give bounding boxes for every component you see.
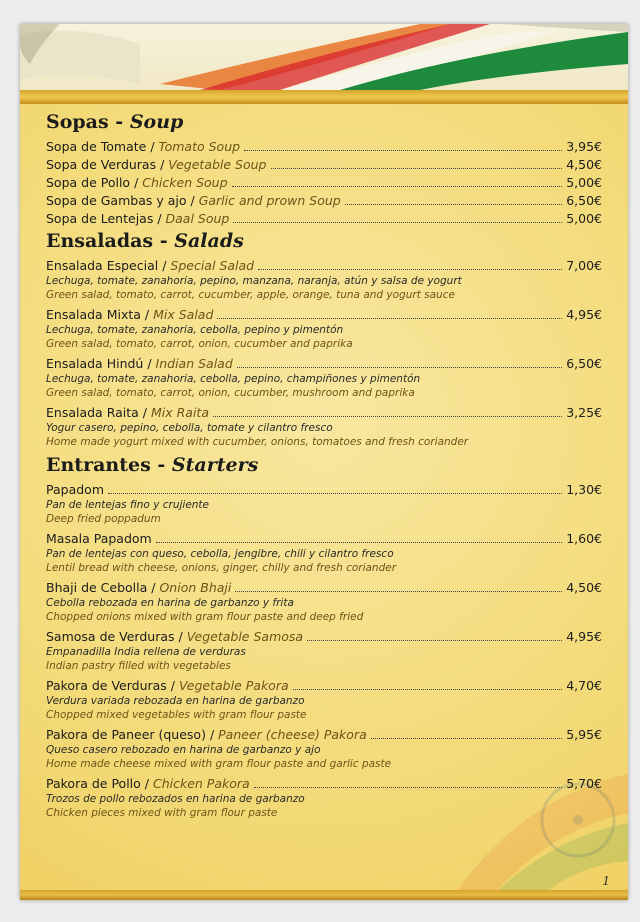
menu-item — [46, 677, 602, 722]
item-name-separator: / — [140, 307, 154, 322]
item-name-separator: / — [205, 727, 219, 742]
dot-leader — [233, 221, 562, 223]
menu-item-row — [46, 192, 602, 209]
menu-item-row — [46, 404, 602, 421]
menu-item-row — [46, 481, 602, 498]
dot-leader — [307, 639, 562, 641]
section-title-dash: - — [150, 454, 172, 476]
item-name-es: Pakora de Pollo — [46, 776, 141, 791]
menu-item-row — [46, 677, 602, 694]
item-name-en: Daal Soup — [165, 211, 230, 226]
item-price: 4,95€ — [566, 307, 602, 322]
item-name-en: Chicken Pakora — [152, 776, 250, 791]
item-name-en: Vegetable Pakora — [178, 678, 289, 693]
item-price: 4,50€ — [566, 580, 602, 595]
item-description-es: Trozos de pollo rebozados en harina de garbanzo — [46, 793, 305, 805]
item-description-en: Lentil bread with cheese, onions, ginger, chilly and fresh coriander — [46, 562, 397, 574]
section-title-en: Soup — [129, 111, 184, 133]
footer-gold-rule — [20, 890, 628, 900]
item-description-en: Indian pastry filled with vegetables — [46, 660, 231, 672]
item-name-separator: / — [156, 157, 169, 172]
menu-item-row — [46, 210, 602, 227]
item-name-en: Indian Salad — [155, 356, 233, 371]
item-name-separator: / — [153, 211, 166, 226]
menu-item — [46, 306, 602, 351]
dot-leader — [345, 203, 562, 205]
section-title-en: Salads — [174, 230, 244, 252]
dot-leader — [254, 786, 563, 788]
menu-item — [46, 404, 602, 449]
item-description-es: Pan de lentejas con queso, cebolla, jengibre, chili y cilantro fresco — [46, 548, 394, 560]
dot-leader — [108, 492, 562, 494]
item-price: 7,00€ — [566, 258, 602, 273]
item-price: 5,70€ — [566, 776, 602, 791]
item-name-es: Sopa de Lentejas — [46, 211, 154, 226]
dot-leader — [371, 737, 562, 739]
menu-item — [46, 726, 602, 771]
item-description-en: Home made yogurt mixed with cucumber, onions, tomatoes and fresh coriander — [46, 436, 469, 448]
menu-item — [46, 174, 602, 191]
header-gold-rule — [20, 90, 628, 104]
item-name-es: Papadom — [46, 482, 104, 497]
menu-item — [46, 775, 602, 820]
item-price: 4,95€ — [566, 629, 602, 644]
page-number: 1 — [602, 874, 610, 888]
menu-item — [46, 192, 602, 209]
item-description-es: Cebolla rebozada en harina de garbanzo y frita — [46, 597, 294, 609]
menu-item-row — [46, 579, 602, 596]
section-title-es: Entrantes — [46, 454, 151, 476]
menu-item-row — [46, 355, 602, 372]
menu-item — [46, 257, 602, 302]
menu-item-row — [46, 257, 602, 274]
menu-item — [46, 530, 602, 575]
item-name-separator: / — [147, 580, 160, 595]
item-description-es: Verdura variada rebozada en harina de garbanzo — [46, 695, 305, 707]
menu-item-row — [46, 306, 602, 323]
item-description-en: Chicken pieces mixed with gram flour paste — [46, 807, 278, 819]
dot-leader — [293, 688, 563, 690]
item-name-separator: / — [143, 356, 156, 371]
section-title-en: Starters — [171, 454, 259, 476]
item-description-en: Chopped onions mixed with gram flour paste and deep fried — [46, 611, 364, 623]
header-banner — [20, 24, 628, 104]
item-name-es: Samosa de Verduras — [46, 629, 175, 644]
item-description-es: Lechuga, tomate, zanahoria, pepino, manzana, naranja, atún y salsa de yogurt — [46, 275, 462, 287]
item-name-es: Ensalada Raita — [46, 405, 139, 420]
item-name-en: Garlic and prown Soup — [198, 193, 341, 208]
item-price: 5,00€ — [566, 175, 602, 190]
item-name-en: Mix Raita — [150, 405, 209, 420]
menu-item-row — [46, 174, 602, 191]
item-name-en: Vegetable Soup — [168, 157, 267, 172]
menu-section — [46, 453, 602, 820]
item-name-es: Sopa de Verduras — [46, 157, 157, 172]
section-title — [46, 453, 602, 477]
item-name-es: Ensalada Especial — [46, 258, 159, 273]
item-price: 3,25€ — [566, 405, 602, 420]
dot-leader — [156, 541, 562, 543]
item-price: 4,70€ — [566, 678, 602, 693]
section-title — [46, 229, 602, 253]
menu-item — [46, 138, 602, 155]
item-name-en: Mix Salad — [153, 307, 214, 322]
menu-item-row — [46, 726, 602, 743]
item-description-en: Green salad, tomato, carrot, onion, cucumber, mushroom and paprika — [46, 387, 415, 399]
item-description-en: Deep fried poppadum — [46, 513, 161, 525]
item-name-es: Bhaji de Cebolla — [46, 580, 148, 595]
dot-leader — [244, 149, 562, 151]
item-name-es: Ensalada Mixta — [46, 307, 141, 322]
item-name-es: Sopa de Gambas y ajo — [46, 193, 187, 208]
item-name-separator: / — [174, 629, 187, 644]
item-name-es: Masala Papadom — [46, 531, 152, 546]
dot-leader — [235, 590, 562, 592]
dot-leader — [217, 317, 562, 319]
item-description-en: Green salad, tomato, carrot, cucumber, apple, orange, tuna and yogurt sauce — [46, 289, 455, 301]
dot-leader — [232, 185, 563, 187]
item-price: 4,50€ — [566, 157, 602, 172]
item-name-en: Paneer (cheese) Pakora — [218, 727, 367, 742]
item-name-separator: / — [166, 678, 179, 693]
item-price: 6,50€ — [566, 193, 602, 208]
menu-item — [46, 579, 602, 624]
menu-page — [20, 24, 628, 900]
item-description-es: Lechuga, tomate, zanahoria, cebolla, pepino y pimentón — [46, 324, 344, 336]
item-name-es: Pakora de Verduras — [46, 678, 167, 693]
item-name-en: Special Salad — [170, 258, 255, 273]
item-name-es: Sopa de Pollo — [46, 175, 131, 190]
item-description-es: Empanadilla India rellena de verduras — [46, 646, 246, 658]
item-name-separator: / — [186, 193, 199, 208]
section-title-es: Ensaladas — [46, 230, 154, 252]
item-price: 1,60€ — [566, 531, 602, 546]
menu-item — [46, 156, 602, 173]
item-description-en: Chopped mixed vegetables with gram flour paste — [46, 709, 307, 721]
item-description-es: Queso casero rebozado en harina de garbanzo y ajo — [46, 744, 321, 756]
dot-leader — [237, 366, 562, 368]
menu-item — [46, 210, 602, 227]
menu-content — [46, 110, 602, 824]
dot-leader — [271, 167, 563, 169]
menu-item — [46, 628, 602, 673]
item-price: 6,50€ — [566, 356, 602, 371]
dot-leader — [258, 268, 562, 270]
dot-leader — [213, 415, 562, 417]
item-price: 1,30€ — [566, 482, 602, 497]
menu-item-row — [46, 775, 602, 792]
menu-item-row — [46, 156, 602, 173]
item-name-en: Chicken Soup — [142, 175, 228, 190]
item-name-separator: / — [140, 776, 153, 791]
item-name-en: Tomato Soup — [158, 139, 241, 154]
item-description-es: Pan de lentejas fino y crujiente — [46, 499, 210, 511]
item-description-en: Green salad, tomato, carrot, onion, cucumber and paprika — [46, 338, 353, 350]
item-name-separator: / — [158, 258, 171, 273]
item-name-separator: / — [138, 405, 151, 420]
item-price: 5,95€ — [566, 727, 602, 742]
item-name-separator: / — [146, 139, 159, 154]
item-description-en: Home made cheese mixed with gram flour paste and garlic paste — [46, 758, 392, 770]
section-title-es: Sopas — [46, 111, 109, 133]
item-description-es: Yogur casero, pepino, cebolla, tomate y cilantro fresco — [46, 422, 333, 434]
menu-item-row — [46, 628, 602, 645]
section-title-dash: - — [108, 111, 130, 133]
item-price: 5,00€ — [566, 211, 602, 226]
menu-section — [46, 110, 602, 227]
menu-item — [46, 355, 602, 400]
menu-section — [46, 229, 602, 449]
item-description-es: Lechuga, tomate, zanahoria, cebolla, pepino, champiñones y pimentón — [46, 373, 421, 385]
item-name-en: Vegetable Samosa — [186, 629, 304, 644]
item-name-es: Ensalada Hindú — [46, 356, 144, 371]
item-name-es: Sopa de Tomate — [46, 139, 147, 154]
menu-item-row — [46, 138, 602, 155]
section-title-dash: - — [153, 230, 175, 252]
section-title — [46, 110, 602, 134]
menu-item-row — [46, 530, 602, 547]
menu-item — [46, 481, 602, 526]
item-price: 3,95€ — [566, 139, 602, 154]
item-name-en: Onion Bhaji — [159, 580, 232, 595]
item-name-separator: / — [130, 175, 143, 190]
item-name-es: Pakora de Paneer (queso) — [46, 727, 206, 742]
